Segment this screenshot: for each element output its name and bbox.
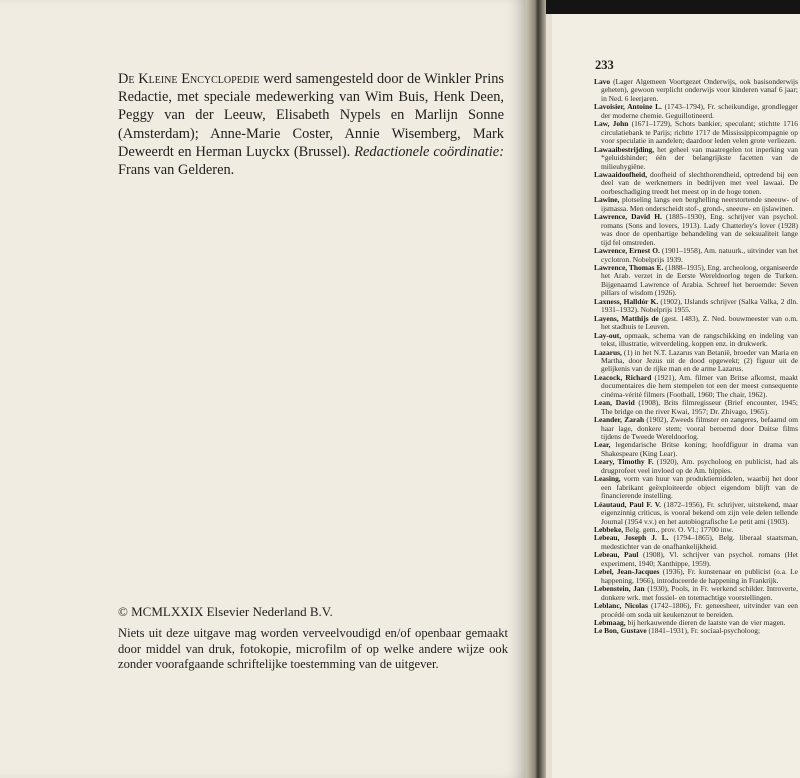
entry xyxy=(594,264,798,298)
entry-text: (1930), Pools, in Fr. werkend schilder. Introverte, donkere wrk. met fossiel- en totemachtige voorstellingen. xyxy=(601,584,798,602)
entry-text: (gest. 1483), Z. Ned. bouwmeester van o.m. het stadhuis te Leuven. xyxy=(601,313,798,332)
entry xyxy=(594,315,798,332)
entry-text: doofheid of slechthorendheid, optredend bij een deel van de werknemers in bedrijven met veel lawaai. De oorbeschadiging treedt het meest op in de hoge tonen. xyxy=(601,169,798,196)
entry-headword: Lazarus, xyxy=(594,347,622,357)
entry xyxy=(594,441,798,458)
entry-headword: Lebel, Jean-Jacques xyxy=(594,567,660,577)
page-number: 233 xyxy=(595,58,614,72)
entry-headword: Lavoisier, Antoine L. xyxy=(594,102,662,112)
entry xyxy=(594,551,798,568)
entry-headword: Lawrence, Thomas E. xyxy=(594,262,664,272)
entry xyxy=(594,501,798,526)
entry-headword: Leander, Zarah xyxy=(594,415,645,425)
entry-headword: Lay-out, xyxy=(594,330,622,340)
entry-text: het geheel van maatregelen tot inperking van *geluidshinder; één der belangrijkste facetten van de milieuhygiëne. xyxy=(601,144,798,171)
entry xyxy=(594,213,798,247)
entry xyxy=(594,374,798,399)
entry-text: legendarische Britse koning; hoofdfiguur in drama van Shakespeare (King Lear). xyxy=(601,440,798,458)
entry-headword: Lawaaidoofheid, xyxy=(594,169,648,179)
credits-paragraph xyxy=(118,70,504,179)
entry-text: (1) in het N.T. Lazarus van Betanië, broeder van Maria en Martha, door Jezus uit de dood opgewekt; (2) figuur uit de gelijkenis van de rijke man en de arme Lazarus. xyxy=(601,347,798,374)
entry xyxy=(594,568,798,585)
encyclopedia-entries xyxy=(594,78,798,636)
entry-text: (1841–1931), Fr. sociaal-psycholoog; xyxy=(646,626,761,636)
entry-text: (1872–1956), Fr. schrijver, uitstekend, maar eigenzinnig criticus, is vooral bekend om zijn vele delen tellende Journal (1954 v.v.) en het autobiografische Le petit ami (1903). xyxy=(601,499,799,526)
entry xyxy=(594,146,798,171)
entry xyxy=(594,399,798,416)
entry-text: (1885–1930), Eng. schrijver van psychol. romans (Sons and lovers, 1913). Lady Chatterley's lover (1928) was door de openhartige behandeling van de seksualiteit lange tijd fel omstreden. xyxy=(601,212,798,247)
entry-headword: Lawrence, Ernest O. xyxy=(594,246,660,256)
entry xyxy=(594,78,798,103)
entry-headword: Lawaaibestrijding, xyxy=(594,144,655,154)
entry xyxy=(594,475,798,500)
entry-text: (1921), Am. filmer van Britse afkomst, maakt documentaires die hem stempelen tot een der meest consequente cinéma-vérité filmers (Football, 1960; The chair, 1962). xyxy=(601,372,798,399)
entry-headword: Lebbeke, xyxy=(594,525,624,535)
entry-text: (1901–1958), Am. natuurk., uitvinder van het cyclotron. Nobelprijs 1939. xyxy=(601,246,798,264)
entry xyxy=(594,332,798,349)
entry-text: (1936), Fr. kunstenaar en publicist (o.a. Le happening, 1966), introduceerde de happening in Frankrijk. xyxy=(601,567,798,585)
credits-text: werd samengesteld door de Winkler Prins Redactie, met speciale medewerking van Wim Buis, Henk Deen, Peggy van der Leeuw, Elisabeth Nypels en Marlijn Sonne (Amsterdam); Anne-Marie Coster, Annie Wisemberg, Mark Deweerdt en Herman Luyckx (Brussel). xyxy=(118,71,504,160)
entry xyxy=(594,120,798,145)
page-edge xyxy=(546,14,552,778)
entry-headword: Lebeau, Joseph J. L. xyxy=(594,533,669,543)
entry-text: opmaak, schema van de rangschikking en indeling van tekst, illustratie, witverdeling, koppen enz. in drukwerk. xyxy=(601,330,798,349)
entry-text: vorm van huur van produktiemiddelen, waarbij het door een fabrikant geëxploiteerde object eigendom blijft van de financierende instelling. xyxy=(601,474,798,501)
entry xyxy=(594,298,798,315)
legal-notice: Niets uit deze uitgave mag worden verveelvoudigd en/of openbaar gemaakt door middel van druk, fotokopie, microfilm of op welke andere wijze ook zonder voorafgaande schriftelijke toestemming van de uitgever. xyxy=(118,626,508,672)
coordination-label: Redactionele coördinatie: xyxy=(354,143,504,160)
entry xyxy=(594,534,798,551)
entry-text: (1888–1935), Eng. archeoloog, organiseerde het Arab. verzet in de Eerste Wereldoorlog tegen de Turken. Bijgenaamd Lawrence of Arabia. Schreef het beroemde: Seven pillars of wisdom (1926). xyxy=(601,262,798,298)
entry-headword: Lawine, xyxy=(594,195,620,205)
entry-headword: Lebmaag, xyxy=(594,618,626,627)
entry-headword: Lavo xyxy=(594,77,611,86)
entry-headword: Laxness, Halldór K. xyxy=(594,296,659,306)
entry-headword: Lear, xyxy=(594,440,611,450)
entry xyxy=(594,171,798,196)
entry-text: (Lager Algemeen Voortgezet Onderwijs, ook basisonderwijs geheten), gewoon verplicht onderwijs voor kinderen vanaf 6 jaar; in Ned. 6 leerjaren. xyxy=(601,77,798,103)
entry-headword: Leary, Timothy F. xyxy=(594,457,654,467)
entry-text: (1794–1865), Belg. liberaal staatsman, medestichter van de onafhankelijkheid. xyxy=(601,533,798,551)
entry-headword: Leacock, Richard xyxy=(594,372,652,382)
entry-headword: Layens, Matthijs de xyxy=(594,313,659,323)
entry-headword: Lawrence, David H. xyxy=(594,212,662,222)
entry-text: Belg. gem., prov. O. Vl.; 17700 inw. xyxy=(623,525,734,535)
entry xyxy=(594,103,798,120)
coordinator-name: Frans van Gelderen. xyxy=(118,162,235,179)
entry xyxy=(594,585,798,602)
entry-text: (1902), IJslands schrijver (Salka Valka, 2 dln. 1931–1932). Nobelprijs 1955. xyxy=(601,296,798,315)
entry-headword: Léautaud, Paul F. V. xyxy=(594,499,662,509)
entry-headword: Leblanc, Nicolas xyxy=(594,601,648,611)
entry-text: (1902), Zweeds filmster en zangeres, befaamd om haar lage, donkere stem; vooral beroemd door Duitse films tijdens de Tweede Wereldoorlog. xyxy=(601,415,798,442)
entry-headword: Leasing, xyxy=(594,474,621,484)
entry-text: (1743–1794), Fr. scheikundige, grondlegger der moderne chemie. Geguillotineerd. xyxy=(601,102,798,120)
entry-text: plotseling langs een berghelling neerstortende sneeuw- of ijsmassa. Men onderscheidt stof-, grond-, sneeuw- en ijslawinen. xyxy=(601,195,798,213)
entry-text: (1671–1729), Schots bankier, speculant; stichtte 1716 circulatiebank te Parijs; richtte 1717 de Mississippicompagnie op voor speculatie in aandelen; daardoor leden velen grote verliezen. xyxy=(601,119,798,146)
entry xyxy=(594,196,798,213)
entry-text: (1920), Am. psycholoog en publicist, had als drugprofeet veel invloed op de Am. hippies. xyxy=(601,457,798,475)
series-title: De Kleine Encyclopedie xyxy=(118,71,260,87)
entry xyxy=(594,247,798,264)
entry xyxy=(594,602,798,619)
entry-text: (1908), Vl. schrijver van psychol. romans (Het experiment, 1940; Xanthippe, 1959). xyxy=(601,550,798,568)
entry xyxy=(594,349,798,374)
entry-headword: Le Bon, Gustave xyxy=(594,626,647,636)
entry-headword: Law, John xyxy=(594,119,629,129)
entry xyxy=(594,416,798,441)
copyright-notice: © MCMLXXIX Elsevier Nederland B.V. xyxy=(118,604,333,619)
entry-headword: Lebenstein, Jan xyxy=(594,584,645,594)
entry-text: (1742–1806), Fr. geneesheer, uitvinder van een procédé om soda uit keukenzout te bereiden. xyxy=(601,601,798,619)
entry-text: bij herkauwende dieren de laatste van de vier magen. xyxy=(625,618,786,627)
book-gutter xyxy=(526,0,546,778)
entry-headword: Lean, David xyxy=(594,398,635,408)
entry xyxy=(594,458,798,475)
entry xyxy=(594,627,798,635)
entry-text: (1908), Brits filmregisseur (Brief encounter, 1945; The bridge on the river Kwai, 1957; Dr. Zhivago, 1965). xyxy=(601,398,798,416)
entry-headword: Lebeau, Paul xyxy=(594,550,639,560)
